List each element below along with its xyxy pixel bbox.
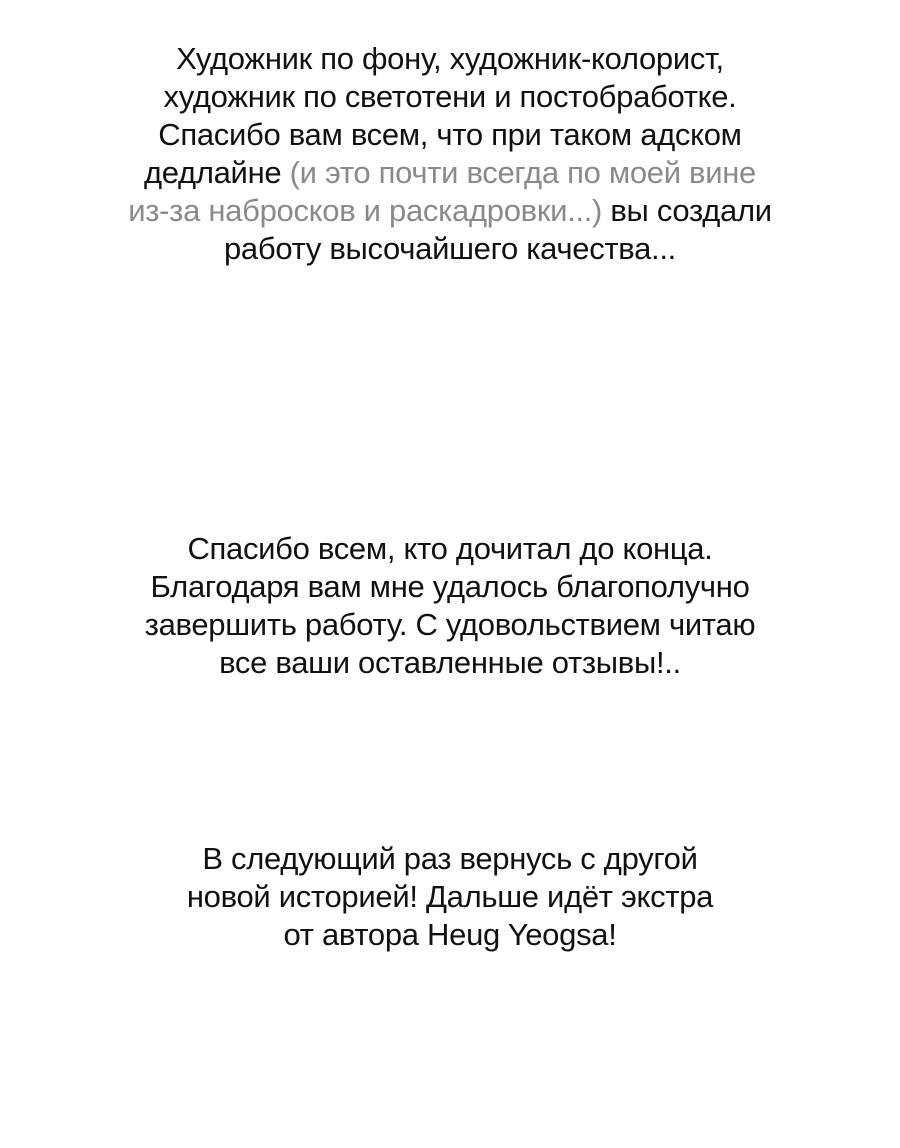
text-line [0, 154, 900, 192]
thanks-to-readers-paragraph [0, 530, 900, 682]
aside-text: (и это почти всегда по моей вине [289, 155, 756, 190]
text-line: художник по светотени и постобработке. [163, 79, 737, 114]
text-line: Спасибо вам всем, что при таком адском [158, 117, 742, 152]
text-line: работу высочайшего качества... [223, 231, 676, 266]
text-line: В следующий раз вернусь с другой [202, 841, 698, 876]
text-fragment: вы создали [602, 193, 772, 228]
aside-text: из-за набросков и раскадровки...) [128, 193, 603, 228]
text-line: Художник по фону, художник-колорист, [176, 41, 724, 76]
text-line: от автора Heug Yeogsa! [283, 917, 617, 952]
text-line [0, 192, 900, 230]
thanks-to-artists-paragraph [0, 40, 900, 268]
text-line: Благодаря вам мне удалось благополучно [150, 569, 750, 604]
text-line: Спасибо всем, кто дочитал до конца. [187, 531, 713, 566]
text-fragment: дедлайне [143, 155, 290, 190]
text-line: завершить работу. С удовольствием читаю [144, 607, 756, 642]
text-line: новой историей! Дальше идёт экстра [186, 879, 714, 914]
text-line: все ваши оставленные отзывы!.. [219, 645, 681, 680]
next-story-paragraph [0, 840, 900, 954]
